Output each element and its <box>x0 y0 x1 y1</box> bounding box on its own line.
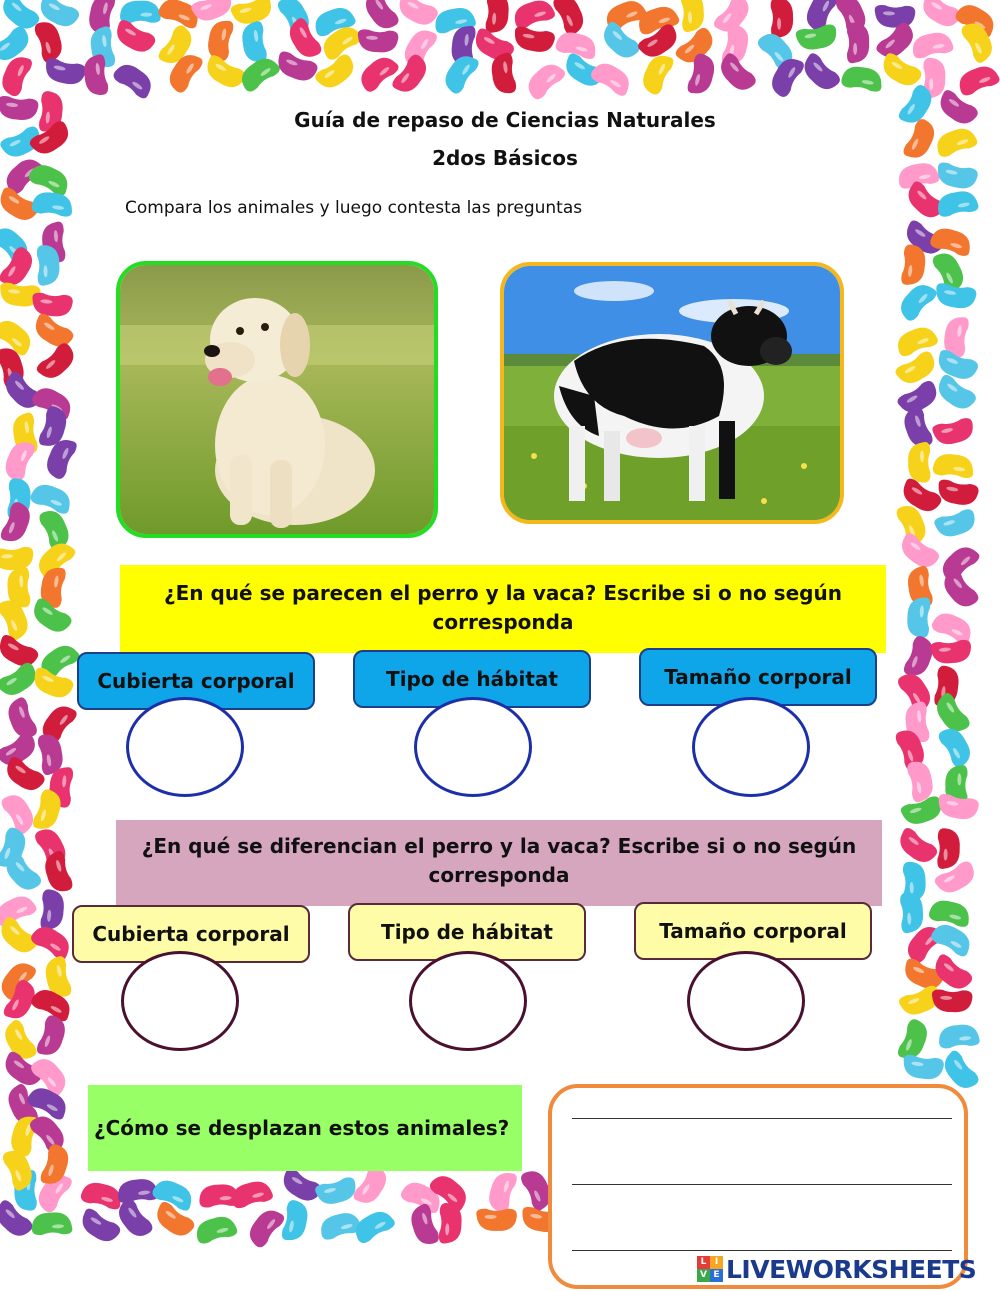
answer-line-3[interactable] <box>572 1250 952 1251</box>
movement-question-box <box>88 1085 522 1171</box>
similarities-question-text: ¿En qué se parecen el perro y la vaca? Escribe si o no según corresponda <box>164 581 842 634</box>
difference-answer-size[interactable] <box>687 951 805 1051</box>
worksheet-title: Guía de repaso de Ciencias Naturales <box>294 108 716 132</box>
difference-label-body-covering: Cubierta corporal <box>72 905 310 963</box>
instructions-text: Compara los animales y luego contesta las preguntas <box>125 198 583 218</box>
cow-photo <box>500 262 844 524</box>
similarity-answer-size[interactable] <box>692 697 810 797</box>
similarity-label-size: Tamaño corporal <box>639 648 877 706</box>
similarity-label-body-covering: Cubierta corporal <box>77 652 315 710</box>
liveworksheets-logo-icon: L I V E <box>697 1256 723 1282</box>
similarity-answer-habitat[interactable] <box>414 697 532 797</box>
worksheet-subtitle: 2dos Básicos <box>432 146 578 170</box>
liveworksheets-wordmark: LIVEWORKSHEETS <box>726 1254 977 1284</box>
dog-photo <box>116 261 438 538</box>
similarity-label-habitat: Tipo de hábitat <box>353 650 591 708</box>
differences-question-text: ¿En qué se diferencian el perro y la vaca? Escribe si o no según corresponda <box>141 834 857 887</box>
answer-line-2[interactable] <box>572 1184 952 1185</box>
difference-label-size: Tamaño corporal <box>634 902 872 960</box>
similarities-question-box <box>120 565 886 653</box>
difference-answer-body-covering[interactable] <box>121 951 239 1051</box>
difference-label-habitat: Tipo de hábitat <box>348 903 586 961</box>
liveworksheets-logo <box>697 1252 976 1286</box>
answer-line-1[interactable] <box>572 1118 952 1119</box>
differences-question-box <box>116 820 882 906</box>
difference-answer-habitat[interactable] <box>409 951 527 1051</box>
movement-question-text: ¿Cómo se desplazan estos animales? <box>94 1116 510 1140</box>
similarity-answer-body-covering[interactable] <box>126 697 244 797</box>
